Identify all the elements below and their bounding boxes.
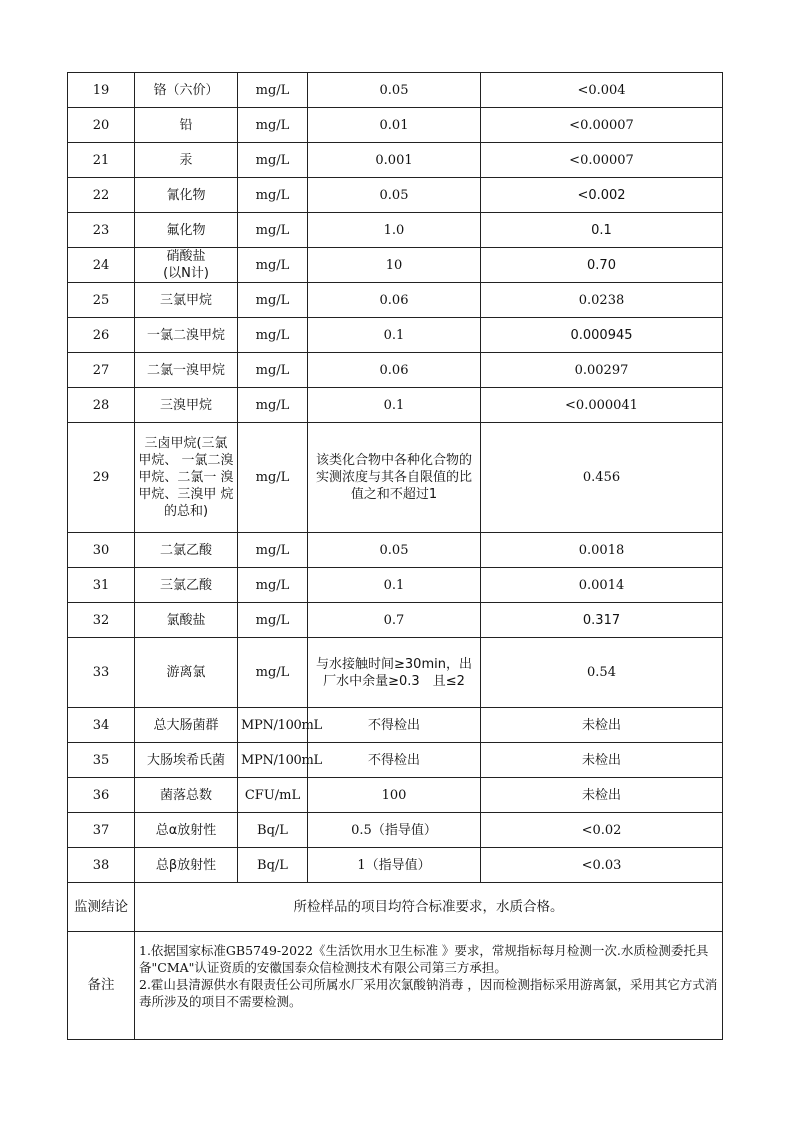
table-row	[68, 318, 723, 353]
table-row	[68, 778, 723, 813]
unit: CFU/mL	[238, 778, 308, 813]
unit: mg/L	[238, 178, 308, 213]
row-number: 23	[68, 213, 135, 248]
limit-value: 10	[308, 248, 481, 283]
table-row	[68, 108, 723, 143]
conclusion-label: 监测结论	[68, 883, 135, 932]
unit: mg/L	[238, 353, 308, 388]
row-number: 31	[68, 568, 135, 603]
unit: mg/L	[238, 318, 308, 353]
item-name: 铬（六价）	[135, 73, 238, 108]
table-row	[68, 708, 723, 743]
row-number: 29	[68, 423, 135, 533]
row-number: 37	[68, 813, 135, 848]
unit: mg/L	[238, 638, 308, 708]
result-value: 0.456	[481, 423, 723, 533]
table-row	[68, 353, 723, 388]
table-body	[68, 73, 723, 1040]
item-name: 二氯乙酸	[135, 533, 238, 568]
item-name: 三卤甲烷(三氯甲烷、 一氯二溴甲烷、二氯一 溴甲烷、三溴甲 烷的总和)	[135, 423, 238, 533]
limit-value: 0.1	[308, 388, 481, 423]
item-name: 氰化物	[135, 178, 238, 213]
item-name: 游离氯	[135, 638, 238, 708]
table-row	[68, 638, 723, 708]
unit: mg/L	[238, 283, 308, 318]
conclusion-text: 所检样品的项目均符合标准要求，水质合格。	[135, 883, 723, 932]
limit-value: 不得检出	[308, 708, 481, 743]
unit: Bq/L	[238, 813, 308, 848]
table-row	[68, 213, 723, 248]
notes-label: 备注	[68, 932, 135, 1040]
result-value: 0.000945	[481, 318, 723, 353]
limit-value: 0.001	[308, 143, 481, 178]
item-name: 三氯乙酸	[135, 568, 238, 603]
table-row	[68, 178, 723, 213]
limit-value: 0.06	[308, 353, 481, 388]
unit: mg/L	[238, 73, 308, 108]
item-name: 总大肠菌群	[135, 708, 238, 743]
item-name: 氯酸盐	[135, 603, 238, 638]
limit-value: 1（指导值）	[308, 848, 481, 883]
table-row	[68, 73, 723, 108]
result-value: 0.0018	[481, 533, 723, 568]
item-name: 二氯一溴甲烷	[135, 353, 238, 388]
table-row	[68, 848, 723, 883]
row-number: 30	[68, 533, 135, 568]
notes-text	[135, 932, 723, 1040]
row-number: 24	[68, 248, 135, 283]
note-line-1: 1.依据国家标准GB5749-2022《生活饮用水卫生标准 》要求，常规指标每月检测一次.水质检测委托具备"CMA"认证资质的安徽国泰众信检测技术有限公司第三方承担。	[139, 943, 709, 975]
row-number: 32	[68, 603, 135, 638]
unit: mg/L	[238, 213, 308, 248]
result-value: <0.00007	[481, 143, 723, 178]
unit: mg/L	[238, 143, 308, 178]
item-name: 三溴甲烷	[135, 388, 238, 423]
limit-value: 0.05	[308, 533, 481, 568]
row-number: 28	[68, 388, 135, 423]
water-quality-table	[67, 72, 723, 1040]
result-value: <0.000041	[481, 388, 723, 423]
notes-row	[68, 932, 723, 1040]
result-value: 0.0238	[481, 283, 723, 318]
row-number: 21	[68, 143, 135, 178]
result-value: 未检出	[481, 778, 723, 813]
table-row	[68, 388, 723, 423]
result-value: 0.1	[481, 213, 723, 248]
item-name: 三氯甲烷	[135, 283, 238, 318]
row-number: 27	[68, 353, 135, 388]
table-row	[68, 568, 723, 603]
row-number: 38	[68, 848, 135, 883]
table-row	[68, 743, 723, 778]
limit-value: 0.1	[308, 568, 481, 603]
table-row	[68, 423, 723, 533]
result-value: 0.0014	[481, 568, 723, 603]
row-number: 33	[68, 638, 135, 708]
result-value: 未检出	[481, 708, 723, 743]
table-row	[68, 533, 723, 568]
unit: mg/L	[238, 603, 308, 638]
unit: mg/L	[238, 568, 308, 603]
result-value: <0.004	[481, 73, 723, 108]
unit: MPN/100mL	[238, 743, 308, 778]
limit-value: 100	[308, 778, 481, 813]
limit-value: 不得检出	[308, 743, 481, 778]
limit-value: 0.06	[308, 283, 481, 318]
unit: mg/L	[238, 533, 308, 568]
result-value: <0.02	[481, 813, 723, 848]
limit-value: 0.5（指导值）	[308, 813, 481, 848]
result-value: 0.54	[481, 638, 723, 708]
result-value: 0.70	[481, 248, 723, 283]
table-row	[68, 603, 723, 638]
limit-value: 该类化合物中各种化合物的实测浓度与其各自限值的比值之和不超过1	[308, 423, 481, 533]
result-value: <0.03	[481, 848, 723, 883]
limit-value: 0.05	[308, 178, 481, 213]
result-value: 0.317	[481, 603, 723, 638]
row-number: 34	[68, 708, 135, 743]
item-name: 铅	[135, 108, 238, 143]
item-name: 氟化物	[135, 213, 238, 248]
unit: Bq/L	[238, 848, 308, 883]
row-number: 20	[68, 108, 135, 143]
table-row	[68, 283, 723, 318]
table-row	[68, 248, 723, 283]
item-name: 一氯二溴甲烷	[135, 318, 238, 353]
limit-value: 0.01	[308, 108, 481, 143]
item-name: 总β放射性	[135, 848, 238, 883]
limit-value: 0.1	[308, 318, 481, 353]
conclusion-row	[68, 883, 723, 932]
unit: mg/L	[238, 388, 308, 423]
table-row	[68, 143, 723, 178]
item-name: 大肠埃希氏菌	[135, 743, 238, 778]
table-row	[68, 813, 723, 848]
item-name: 菌落总数	[135, 778, 238, 813]
limit-value: 0.05	[308, 73, 481, 108]
unit: MPN/100mL	[238, 708, 308, 743]
result-value: <0.002	[481, 178, 723, 213]
note-line-2: 2.霍山县清源供水有限责任公司所属水厂采用次氯酸钠消毒 ，因而检测指标采用游离氯，采用其它方式消毒所涉及的项目不需要检测。	[139, 977, 718, 1009]
unit: mg/L	[238, 423, 308, 533]
limit-value: 0.7	[308, 603, 481, 638]
row-number: 25	[68, 283, 135, 318]
row-number: 19	[68, 73, 135, 108]
limit-value: 与水接触时间≥30min，出厂水中余量≥0.3 且≤2	[308, 638, 481, 708]
unit: mg/L	[238, 108, 308, 143]
row-number: 35	[68, 743, 135, 778]
result-value: 未检出	[481, 743, 723, 778]
item-name: 汞	[135, 143, 238, 178]
row-number: 26	[68, 318, 135, 353]
result-value: <0.00007	[481, 108, 723, 143]
limit-value: 1.0	[308, 213, 481, 248]
result-value: 0.00297	[481, 353, 723, 388]
unit: mg/L	[238, 248, 308, 283]
row-number: 22	[68, 178, 135, 213]
item-name: 硝酸盐 (以N计)	[135, 248, 238, 283]
row-number: 36	[68, 778, 135, 813]
item-name: 总α放射性	[135, 813, 238, 848]
